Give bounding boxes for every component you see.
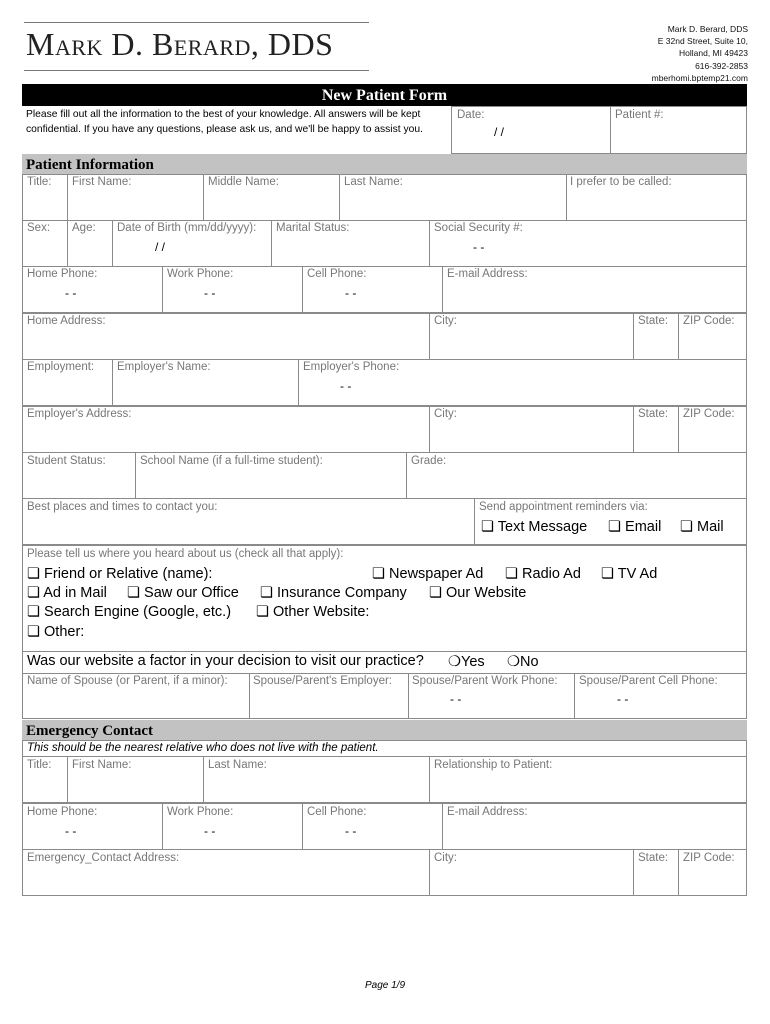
other-website-checkbox[interactable]: ❏ Other Website: (256, 604, 370, 620)
address-line: E 32nd Street, Suite 10, (657, 36, 748, 47)
emergency-zip-label: ZIP Code: (683, 852, 735, 864)
radio-checkbox[interactable]: ❏ Radio Ad (505, 566, 581, 582)
last-name-label: Last Name: (344, 176, 403, 188)
emergency-cell-phone-field[interactable]: - - (345, 824, 357, 838)
spouse-cell-phone-field[interactable]: - - (617, 692, 629, 706)
spouse-cell-phone-label: Spouse/Parent Cell Phone: (579, 675, 718, 687)
practice-logo: Mark D. Berard, DDS (26, 26, 334, 62)
address-line: Mark D. Berard, DDS (667, 24, 748, 34)
middle-name-label: Middle Name: (208, 176, 279, 188)
date-field[interactable]: / / (494, 125, 505, 139)
emergency-home-phone-label: Home Phone: (27, 806, 98, 818)
ssn-label: Social Security #: (434, 222, 523, 234)
work-phone-field[interactable]: - - (204, 286, 216, 300)
emergency-work-phone-field[interactable]: - - (204, 824, 216, 838)
title-label: Title: (27, 176, 52, 188)
employer-phone-field[interactable]: - - (340, 379, 352, 393)
header-rule-top (24, 22, 369, 23)
website-factor-question: Was our website a factor in your decision to visit our practice? (27, 653, 424, 669)
student-status-label: Student Status: (27, 455, 106, 467)
spouse-work-phone-field[interactable]: - - (450, 692, 462, 706)
zip-label: ZIP Code: (683, 315, 735, 327)
friend-checkbox[interactable]: ❏ Friend or Relative (name): (27, 566, 213, 582)
emergency-title-label: Title: (27, 759, 52, 771)
emergency-cell-phone-label: Cell Phone: (307, 806, 367, 818)
emergency-address-label: Emergency_Contact Address: (27, 852, 180, 864)
cell-phone-label: Cell Phone: (307, 268, 367, 280)
address-line: 616-392-2853 (695, 60, 748, 71)
header-rule-bottom (24, 70, 369, 71)
cell-phone-field[interactable]: - - (345, 286, 357, 300)
search-engine-checkbox[interactable]: ❏ Search Engine (Google, etc.) (27, 604, 232, 620)
school-name-label: School Name (if a full-time student): (140, 455, 323, 467)
website-factor-no-radio[interactable]: ❍No (507, 654, 539, 670)
emergency-home-phone-field[interactable]: - - (65, 824, 77, 838)
home-phone-label: Home Phone: (27, 268, 98, 280)
student-row (22, 452, 747, 499)
preferred-name-label: I prefer to be called: (570, 176, 672, 188)
practice-address (652, 23, 748, 84)
insurance-checkbox[interactable]: ❏ Insurance Company (260, 585, 407, 601)
our-website-checkbox[interactable]: ❏ Our Website (429, 585, 527, 601)
email-label: E-mail Address: (447, 268, 528, 280)
best-contact-label: Best places and times to contact you: (27, 501, 218, 513)
emergency-relationship-label: Relationship to Patient: (434, 759, 553, 771)
emergency-city-label: City: (434, 852, 457, 864)
saw-office-checkbox[interactable]: ❏ Saw our Office (127, 585, 239, 601)
emergency-state-label: State: (638, 852, 669, 864)
spouse-employer-label: Spouse/Parent's Employer: (253, 675, 392, 687)
work-phone-label: Work Phone: (167, 268, 234, 280)
heard-label: Please tell us where you heard about us (check all that apply): (27, 548, 344, 560)
phone-row (22, 266, 747, 313)
emergency-email-label: E-mail Address: (447, 806, 528, 818)
city-label: City: (434, 315, 457, 327)
age-label: Age: (72, 222, 96, 234)
employer-phone-label: Employer's Phone: (303, 361, 400, 373)
employer-name-label: Employer's Name: (117, 361, 211, 373)
marital-status-label: Marital Status: (276, 222, 350, 234)
ssn-field[interactable]: - - (473, 240, 485, 254)
dob-field[interactable]: / / (155, 240, 166, 254)
spouse-work-phone-label: Spouse/Parent Work Phone: (412, 675, 558, 687)
patient-number-label: Patient #: (615, 109, 664, 121)
sex-label: Sex: (27, 222, 51, 234)
intro-text: Please fill out all the information to the best of your knowledge. All answers will be kept confidential. If you have any questions, please ask us, and we'll be happy to assist you. (26, 109, 423, 135)
reminder-mail-checkbox[interactable]: ❏ Mail (680, 519, 724, 535)
other-checkbox[interactable]: ❏ Other: (27, 624, 85, 640)
employer-city-label: City: (434, 408, 457, 420)
state-label: State: (638, 315, 669, 327)
website-factor-yes-radio[interactable]: ❍Yes (448, 654, 485, 670)
address-line: mberhomi.bptemp21.com (651, 72, 748, 83)
home-address-label: Home Address: (27, 315, 106, 327)
date-label: Date: (457, 109, 485, 121)
emergency-phone-row (22, 803, 747, 850)
employer-zip-label: ZIP Code: (683, 408, 735, 420)
address-line: Holland, MI 49423 (679, 48, 748, 59)
emergency-work-phone-label: Work Phone: (167, 806, 234, 818)
tv-checkbox[interactable]: ❏ TV Ad (601, 566, 658, 582)
newspaper-checkbox[interactable]: ❏ Newspaper Ad (372, 566, 484, 582)
spouse-name-label: Name of Spouse (or Parent, if a minor): (27, 675, 228, 687)
reminder-email-checkbox[interactable]: ❏ Email (608, 519, 662, 535)
section-patient-information: Patient Information (22, 154, 747, 175)
employment-label: Employment: (27, 361, 95, 373)
first-name-label: First Name: (72, 176, 132, 188)
emergency-last-name-label: Last Name: (208, 759, 267, 771)
emergency-note: This should be the nearest relative who does not live with the patient. (27, 742, 379, 754)
home-phone-field[interactable]: - - (65, 286, 77, 300)
emergency-first-name-label: First Name: (72, 759, 132, 771)
reminders-label: Send appointment reminders via: (479, 501, 648, 513)
page-number: Page 1/9 (364, 980, 406, 991)
section-emergency-contact: Emergency Contact (22, 720, 747, 741)
employer-address-label: Employer's Address: (27, 408, 132, 420)
grade-label: Grade: (411, 455, 447, 467)
dob-label: Date of Birth (mm/dd/yyyy): (117, 222, 257, 234)
employer-state-label: State: (638, 408, 669, 420)
reminder-text-checkbox[interactable]: ❏ Text Message (481, 519, 588, 535)
form-title: New Patient Form (22, 84, 747, 106)
ad-in-mail-checkbox[interactable]: ❏ Ad in Mail (27, 585, 107, 601)
